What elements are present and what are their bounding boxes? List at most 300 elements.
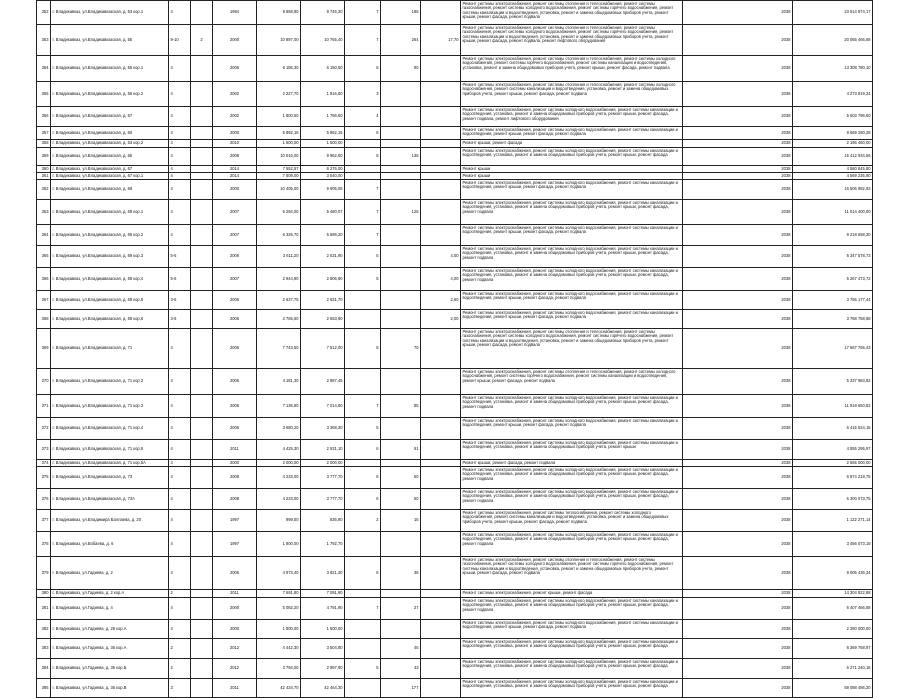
year-built-cell: 1997 [213,532,257,557]
row-number: 364 [37,225,51,246]
entrances-count-cell [345,291,381,310]
planned-year-cell: 2038 [683,418,793,440]
works-list-cell: Ремонт системы электроснабжения, ремонт системы холодного водоснабжения, ремонт системы канализации и водоотведения, установка, ремонт и замена общедомовых приборов учета, ремонт крыши, ремонт фасада, ремонт подвала [461,489,683,510]
residents-cell: 177 [381,679,421,698]
lifts-cell [421,460,461,467]
cost-cell: 2 280 000,00 [793,620,873,639]
works-list-cell: Ремонт системы электроснабжения, ремонт системы холодного водоснабжения, ремонт системы канализации и водоотведения, установка, ремонт и замена общедомовых приборов учета, ремонт крыши, ремонт фасада, ремонт подвала [461,395,683,418]
year-built-cell: 2011 [213,440,257,460]
total-area-cell: 7 691,80 [257,590,301,598]
entrances-cell [191,107,213,127]
planned-year-cell: 2038 [683,510,793,532]
year-built-cell: 2011 [213,679,257,698]
living-area-cell: 5 686,20 [301,225,345,246]
total-area-cell: 42 434,70 [257,679,301,698]
address-cell: г. Владикавказ, ул.Владикавказская, д. 63 кор.2 [51,140,169,148]
planned-year-cell: 2038 [683,107,793,127]
total-area-cell: 10 016,00 [257,148,301,166]
address-cell: г. Владикавказ, ул.Владикавказская, д. 73 [51,467,169,489]
cost-cell: 2 665 000,00 [793,460,873,467]
cost-cell: 4 569 236,80 [793,173,873,180]
address-cell: г. Владикавказ, ул.Владикавказская, д. 69 кор.2 [51,225,169,246]
works-list-cell: Ремонт системы электроснабжения, ремонт системы холодного водоснабжения, ремонт системы канализации и водоотведения, установка, ремонт и замена общедомовых приборов учета, ремонт крыши, ремонт фасада [461,148,683,166]
floors-cell: 4 [169,56,191,82]
floors-cell: 4 [169,418,191,440]
cost-cell: 3 768 758,88 [793,310,873,329]
floors-cell: 4 [169,329,191,369]
planned-year-cell: 2038 [683,291,793,310]
residents-cell [381,268,421,291]
floors-cell: 2 [169,659,191,679]
planned-year-cell: 2038 [683,246,793,268]
living-area-cell: 7 512,00 [301,329,345,369]
planned-year-cell: 2038 [683,395,793,418]
floors-cell: 9-10 [169,25,191,56]
entrances-cell [191,369,213,395]
entrances-cell [191,620,213,639]
residents-cell [381,620,421,639]
works-list-cell: Ремонт системы электроснабжения, ремонт системы отопления и теплоснабжения, ремонт системы газоснабжения, ремонт системы холодного водоснабжения, ремонт системы горячего водоснабжения, ремонт системы канализации и водоотведения, установка, ремонт и замена общедомовых приборов учета, ремонт крыши, ремонт фасада, ремонт подвала [461,329,683,369]
planned-year-cell: 2038 [683,440,793,460]
table-row [37,291,873,310]
works-list-cell: Ремонт системы электроснабжения, ремонт системы отопления и теплоснабжения, ремонт системы газоснабжения, ремонт системы холодного водоснабжения, ремонт системы горячего водоснабжения, ремонт системы канализации и водоотведения, установка, ремонт и замена общедомовых приборов учета, ремонт крыши, ремонт фасада, ремонт подвала [461,1,683,25]
living-area-cell: 5 862,16 [301,127,345,140]
table-row [37,127,873,140]
cost-cell: 15 412 934,56 [793,148,873,166]
total-area-cell: 4 233,00 [257,467,301,489]
works-list-cell: Ремонт системы электроснабжения, ремонт системы отопления и теплоснабжения, ремонт системы холодного водоснабжения, ремонт системы горячего водоснабжения, ремонт системы канализации и водоотведения, установка, ремонт и замена общедомовых приборов учета, ремонт крыши, ремонт фасада, ремонт подвала [461,56,683,82]
table-row [37,489,873,510]
year-built-cell: 2000 [213,180,257,200]
floors-cell: 4 [169,557,191,590]
residents-cell [381,532,421,557]
residents-cell [381,225,421,246]
year-built-cell: 2014 [213,166,257,173]
total-area-cell: 4 442,30 [257,639,301,659]
residents-cell [381,180,421,200]
floors-cell: 4 [169,467,191,489]
table-row [37,82,873,107]
entrances-cell [191,395,213,418]
lifts-cell [421,418,461,440]
year-built-cell: 2008 [213,467,257,489]
year-built-cell: 2002 [213,107,257,127]
residents-cell: 90 [381,56,421,82]
address-cell: г. Владикавказ, ул.Гадиева, д. 2 кор.А [51,590,169,598]
table-row [37,148,873,166]
living-area-cell: 6 276,00 [301,166,345,173]
year-built-cell: 2006 [213,291,257,310]
planned-year-cell: 2038 [683,620,793,639]
entrances-cell [191,460,213,467]
planned-year-cell: 2038 [683,467,793,489]
address-cell: г. Владикавказ, ул.Владикавказская, д. 57 [51,107,169,127]
cost-cell: 13 308 780,10 [793,56,873,82]
row-number: 363 [37,200,51,225]
row-number: 369 [37,329,51,369]
address-cell: г. Владикавказ, ул.Владикавказская, д. 69 кор.5 [51,291,169,310]
living-area-cell: 3 821,30 [301,557,345,590]
cost-cell: 4 855 295,97 [793,440,873,460]
table-row [37,268,873,291]
residents-cell [381,291,421,310]
works-list-cell: Ремонт системы электроснабжения, ремонт крыши, ремонт фасада [461,590,683,598]
row-number: 368 [37,310,51,329]
residents-cell [381,460,421,467]
year-built-cell: 2006 [213,56,257,82]
row-number: 366 [37,268,51,291]
table-row [37,659,873,679]
cost-cell: 3 456 073,18 [793,532,873,557]
lifts-cell [421,679,461,698]
works-list-cell: Ремонт крыши, ремонт фасада, ремонт подвала [461,460,683,467]
floors-cell: 3-5 [169,291,191,310]
year-built-cell: 2000 [213,127,257,140]
cost-cell: 5 347 578,73 [793,246,873,268]
year-built-cell: 2012 [213,639,257,659]
address-cell: г. Владикавказ, ул.Гадиева, д. 28 кор.А [51,620,169,639]
entrances-count-cell [345,166,381,173]
works-list-cell: Ремонт системы электроснабжения, ремонт системы отопления и теплоснабжения, ремонт системы холодного водоснабжения, ремонт системы горячего водоснабжения, ремонт системы канализации и водоотведения, ремонт крыши, ремонт фасада, ремонт подвала [461,369,683,395]
row-number: 361 [37,173,51,180]
address-cell: г. Владикавказ, ул.Владикавказская, д. 67 [51,166,169,173]
residents-cell: 60 [381,489,421,510]
row-number: 382 [37,620,51,639]
entrances-count-cell: 6 [345,557,381,590]
lifts-cell [421,82,461,107]
floors-cell: 4 [169,173,191,180]
entrances-count-cell: 6 [345,467,381,489]
total-area-cell: 1 500,00 [257,620,301,639]
floors-cell: 4 [169,489,191,510]
lifts-cell [421,148,461,166]
total-area-cell: 1 800,50 [257,107,301,127]
lifts-cell [421,180,461,200]
lifts-cell [421,395,461,418]
floors-cell: 2 [169,639,191,659]
year-built-cell: 2000 [213,620,257,639]
works-list-cell: Ремонт крыши, ремонт фасада [461,140,683,148]
lifts-cell: 2,00 [421,310,461,329]
works-list-cell: Ремонт системы электроснабжения, ремонт системы холодного водоснабжения, ремонт системы канализации и водоотведения, ремонт крыши, ремонт фасада, ремонт подвала [461,180,683,200]
entrances-cell [191,140,213,148]
floors-cell: 4 [169,200,191,225]
year-built-cell: 2010 [213,140,257,148]
living-area-cell: 2 631,70 [301,291,345,310]
planned-year-cell: 2038 [683,460,793,467]
address-cell: г. Владикавказ, ул.Владимира Баллаева, д. 20 [51,510,169,532]
planned-year-cell: 2038 [683,329,793,369]
row-number: 358 [37,140,51,148]
year-built-cell: 2011 [213,590,257,598]
address-cell: г. Владикавказ, ул.Владикавказская, д. 71 кор.5А [51,460,169,467]
floors-cell: 4 [169,369,191,395]
entrances-count-cell: 7 [345,25,381,56]
row-number: 384 [37,659,51,679]
works-list-cell: Ремонт системы электроснабжения, ремонт системы холодного водоснабжения, ремонт системы канализации и водоотведения, установка, ремонт и замена общедомовых приборов учета, ремонт крыши [461,440,683,460]
total-area-cell: 4 425,30 [257,440,301,460]
total-area-cell: 7 609,00 [257,173,301,180]
works-list-cell: Ремонт системы электроснабжения, ремонт системы холодного водоснабжения, ремонт системы канализации и водоотведения, установка, ремонт и замена общедомовых приборов учета, ремонт крыши, ремонт фасада [461,639,683,659]
works-list-cell: Ремонт системы электроснабжения, ремонт системы холодного водоснабжения, ремонт системы канализации и водоотведения, ремонт крыши, ремонт фасада, ремонт подвала [461,127,683,140]
floors-cell: 4 [169,127,191,140]
address-cell: г. Владикавказ, ул.Вобаева, д. 6 [51,532,169,557]
cost-cell: 6 415 524,15 [793,418,873,440]
row-number: 356 [37,107,51,127]
row-number: 353 [37,25,51,56]
lifts-cell [421,200,461,225]
total-area-cell: 7 552,57 [257,166,301,173]
address-cell: г. Владикавказ, ул.Владикавказская, д. 69 кор.1 [51,200,169,225]
living-area-cell: 2 806,90 [301,268,345,291]
entrances-count-cell: 7 [345,1,381,25]
total-area-cell: 2 944,90 [257,268,301,291]
cost-cell: 23 514 974,17 [793,1,873,25]
table-row [37,620,873,639]
entrances-count-cell [345,460,381,467]
entrances-count-cell: 6 [345,127,381,140]
entrances-count-cell: 2 [345,510,381,532]
year-built-cell: 2006 [213,246,257,268]
floors-cell: 4 [169,598,191,620]
residents-cell: 51 [381,440,421,460]
cost-cell: 11 919 650,82 [793,395,873,418]
cost-cell: 6 369 768,97 [793,639,873,659]
year-built-cell: 2014 [213,173,257,180]
total-area-cell: 2 637,75 [257,291,301,310]
address-cell: г. Владикавказ, ул.Владикавказская, д. 71 кор.2 [51,369,169,395]
row-number: 383 [37,639,51,659]
cost-cell: 20 065 466,68 [793,25,873,56]
cost-cell: 1 122 271,14 [793,510,873,532]
living-area-cell: 3 777,70 [301,467,345,489]
entrances-count-cell [345,310,381,329]
cost-cell: 9 669 280,28 [793,127,873,140]
works-list-cell: Ремонт системы электроснабжения, ремонт системы холодного водоснабжения, ремонт системы канализации и водоотведения, ремонт крыши, ремонт фасада, ремонт подвала [461,291,683,310]
entrances-count-cell: 7 [345,395,381,418]
table-row [37,590,873,598]
residents-cell: 264 [381,25,421,56]
entrances-count-cell: 7 [345,200,381,225]
entrances-cell [191,489,213,510]
row-number: 378 [37,532,51,557]
total-area-cell: 10 897,00 [257,25,301,56]
living-area-cell: 9 745,30 [301,1,345,25]
residents-cell [381,246,421,268]
lifts-cell [421,107,461,127]
lifts-cell [421,639,461,659]
living-area-cell: 7 014,80 [301,395,345,418]
planned-year-cell: 2038 [683,679,793,698]
year-built-cell: 2012 [213,659,257,679]
residents-cell [381,82,421,107]
floors-cell: 3-5 [169,310,191,329]
lifts-cell: 17,70 [421,25,461,56]
total-area-cell: 2 227,70 [257,82,301,107]
table-row [37,173,873,180]
table-row [37,25,873,56]
row-number: 373 [37,440,51,460]
planned-year-cell: 2038 [683,532,793,557]
total-area-cell: 2 765,60 [257,310,301,329]
table-row [37,56,873,82]
year-built-cell: 2006 [213,329,257,369]
floors-cell: 4 [169,532,191,557]
living-area-cell: 9 905,05 [301,180,345,200]
planned-year-cell: 2038 [683,268,793,291]
works-list-cell: Ремонт системы электроснабжения, ремонт системы теплоснабжения, ремонт системы холодного водоснабжения, ремонт системы канализации и водоотведения, установка, ремонт и замена общедомовых приборов учета, ремонт крыши, ремонт фасада, ремонт подвала [461,510,683,532]
planned-year-cell: 2038 [683,25,793,56]
total-area-cell: 6 186,30 [257,56,301,82]
works-list-cell: Ремонт системы электроснабжения, ремонт системы отопления и теплоснабжения, ремонт системы газоснабжения, ремонт системы холодного водоснабжения, ремонт системы горячего водоснабжения, ремонт системы канализации и водоотведения, установка, ремонт и замена общедомовых приборов учета, ремонт крыши, ремонт фасада, ремонт подвала, ремонт лифтового оборудования [461,25,683,56]
entrances-count-cell: 7 [345,225,381,246]
row-number: 379 [37,557,51,590]
cost-cell: 14 304 822,88 [793,590,873,598]
entrances-cell [191,127,213,140]
table-row [37,1,873,25]
residents-cell: 43 [381,659,421,679]
lifts-cell [421,166,461,173]
entrances-cell [191,557,213,590]
residents-cell [381,310,421,329]
lifts-cell: 2,60 [421,291,461,310]
works-list-cell: Ремонт системы электроснабжения, ремонт системы холодного водоснабжения, ремонт системы канализации и водоотведения, установка, ремонт и замена общедомовых приборов учета, ремонт крыши, ремонт фасада, ремонт подвала [461,532,683,557]
address-cell: г. Владикавказ, ул.Владикавказская, д. 68 [51,180,169,200]
residents-cell: 16 [381,510,421,532]
lifts-cell [421,329,461,369]
living-area-cell: 836,90 [301,510,345,532]
year-built-cell: 2008 [213,489,257,510]
planned-year-cell: 2038 [683,200,793,225]
living-area-cell: 42 464,30 [301,679,345,698]
living-area-cell: 2 997,90 [301,659,345,679]
entrances-count-cell: 6 [345,489,381,510]
table-row [37,140,873,148]
floors-cell: 4 [169,460,191,467]
address-cell: г. Владикавказ, ул.Гадиева, д. 2 [51,557,169,590]
year-built-cell: 2006 [213,418,257,440]
residents-cell: 45 [381,639,421,659]
entrances-count-cell [345,532,381,557]
address-cell: г. Владикавказ, ул.Владикавказская, д. 67 кор.1 [51,173,169,180]
address-cell: г. Владикавказ, ул.Владикавказская, д. 56 кор.2 [51,82,169,107]
table-row [37,418,873,440]
residents-cell: 36 [381,557,421,590]
lifts-cell [421,56,461,82]
lifts-cell [421,532,461,557]
row-number: 381 [37,598,51,620]
year-built-cell: 2007 [213,200,257,225]
entrances-cell [191,639,213,659]
residents-cell: 126 [381,200,421,225]
living-area-cell: 1 500,00 [301,620,345,639]
lifts-cell [421,590,461,598]
entrances-count-cell: 5 [345,659,381,679]
address-cell: г. Владикавказ, ул.Владикавказская, д. 71 кор.4 [51,418,169,440]
table-row [37,200,873,225]
floors-cell: 4 [169,180,191,200]
planned-year-cell: 2038 [683,557,793,590]
lifts-cell [421,659,461,679]
table-row [37,510,873,532]
entrances-count-cell [345,679,381,698]
total-area-cell: 4 973,40 [257,557,301,590]
residents-cell: 136 [381,148,421,166]
floors-cell: 4 [169,510,191,532]
entrances-cell [191,329,213,369]
table-row [37,557,873,590]
address-cell: г. Владикавказ, ул.Гадиева, д. 36 кор.В [51,679,169,698]
cost-cell: 5 337 983,82 [793,369,873,395]
total-area-cell: 2 000,00 [257,460,301,467]
row-number: 370 [37,369,51,395]
residents-cell: 70 [381,329,421,369]
cost-cell: 3 765 177,44 [793,291,873,310]
entrances-count-cell [345,590,381,598]
living-area-cell: 6 150,50 [301,56,345,82]
entrances-cell [191,1,213,25]
living-area-cell: 1 786,60 [301,107,345,127]
living-area-cell: 2 000,00 [301,460,345,467]
residents-cell [381,369,421,395]
entrances-count-cell: 6 [345,440,381,460]
living-area-cell: 1 792,70 [301,532,345,557]
address-cell: г. Владикавказ, ул.Владикавказская, д. 71 кор.5 [51,440,169,460]
table-row [37,440,873,460]
total-area-cell: 5 082,20 [257,598,301,620]
total-area-cell: 6 326,70 [257,225,301,246]
year-built-cell: 2002 [213,82,257,107]
lifts-cell [421,440,461,460]
residents-cell [381,140,421,148]
entrances-cell [191,598,213,620]
living-area-cell: 7 091,90 [301,590,345,598]
cost-cell: 16 506 882,93 [793,180,873,200]
row-number: 357 [37,127,51,140]
row-number: 365 [37,246,51,268]
floors-cell: 4 [169,225,191,246]
entrances-count-cell: 7 [345,598,381,620]
lifts-cell [421,369,461,395]
year-built-cell: 2007 [213,225,257,246]
works-list-cell: Ремонт системы электроснабжения, ремонт системы холодного водоснабжения, ремонт системы канализации и водоотведения, установка, ремонт и замена общедомовых приборов учета, ремонт крыши, ремонт фасада [461,659,683,679]
address-cell: г. Владикавказ, ул.Владикавказская, д. 71 [51,329,169,369]
lifts-cell [421,510,461,532]
row-number: 385 [37,679,51,698]
entrances-cell [191,467,213,489]
table-row [37,246,873,268]
year-built-cell: 2008 [213,148,257,166]
works-list-cell: Ремонт системы электроснабжения, ремонт системы холодного водоснабжения, ремонт системы канализации и водоотведения, установка, ремонт и замена общедомовых приборов учета, ремонт крыши, ремонт фасада, ремонт подвала [461,268,683,291]
works-list-cell: Ремонт системы электроснабжения, ремонт системы холодного водоснабжения, ремонт системы канализации и водоотведения, ремонт крыши, ремонт фасада, ремонт подвала [461,225,683,246]
table-row [37,532,873,557]
living-area-cell: 9 962,60 [301,148,345,166]
living-area-cell: 3 504,80 [301,639,345,659]
entrances-cell [191,268,213,291]
cost-cell: 9 005 436,34 [793,557,873,590]
entrances-count-cell: 5 [345,246,381,268]
residents-cell [381,590,421,598]
row-number: 371 [37,395,51,418]
entrances-cell [191,291,213,310]
entrances-cell [191,590,213,598]
works-list-cell: Ремонт системы электроснабжения, ремонт системы холодного водоснабжения, ремонт системы канализации и водоотведения, ремонт крыши, ремонт фасада, ремонт подвала [461,418,683,440]
table-row [37,679,873,698]
row-number: 352 [37,1,51,25]
living-area-cell: 4 791,90 [301,598,345,620]
lifts-cell [421,620,461,639]
works-list-cell: Ремонт системы электроснабжения, ремонт системы холодного водоснабжения, ремонт системы канализации и водоотведения, ремонт крыши, ремонт фасада, ремонт подвала [461,620,683,639]
